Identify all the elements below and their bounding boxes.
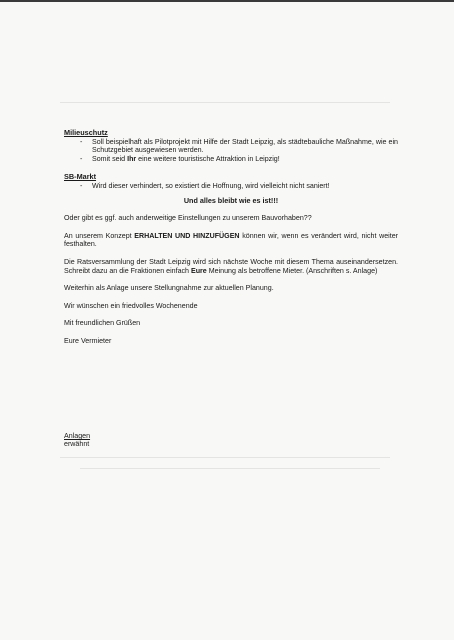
- paragraph-text-bold: Eure: [190, 266, 207, 275]
- sb-markt-bullet-list: [64, 182, 398, 191]
- bullet-text-bold: Ihr: [127, 154, 137, 163]
- paragraph-question: Oder gibt es ggf. auch anderweitige Einstellungen zu unserem Bauvorhaben??: [64, 214, 312, 223]
- bullet-dash: -: [80, 137, 83, 146]
- paragraph-text: Meinung als betroffene Mieter. (Anschriften s. Anlage): [206, 266, 378, 275]
- milieuschutz-bullet-list: [64, 138, 398, 164]
- annex-block: [64, 432, 90, 449]
- scan-top-edge: [0, 0, 454, 2]
- paragraph-concept: [64, 232, 398, 249]
- bullet-text: Soll beispielhaft als Pilotprojekt mit Hilfe der Stadt Leipzig, als städtebauliche Maßnahme, wie ein Schutzgebiet ausgewiesen werden.: [92, 137, 398, 155]
- section-heading-sb-markt: SB-Markt: [64, 172, 97, 182]
- closing-greeting: Mit freundlichen Grüßen: [64, 319, 141, 328]
- bullet-dash: -: [80, 154, 83, 163]
- bullet-text: Wird dieser verhindert, so existiert die Hoffnung, wird vielleicht nicht saniert!: [92, 181, 330, 190]
- annex-label: Anlagen: [64, 432, 91, 440]
- list-item: [64, 155, 398, 164]
- bullet-text: eine weitere touristische Attraktion in Leipzig!: [136, 154, 280, 163]
- slogan: Und alles bleibt wie es ist!!!: [183, 195, 279, 205]
- paragraph-text: können wir, wenn es verändert wird, nicht weiter festhalten.: [64, 231, 399, 249]
- signature: Eure Vermieter: [64, 336, 112, 345]
- paragraph-text: Die Ratsversammlung der Stadt Leipzig wird sich nächste Woche mit diesem Thema auseinandersetzen. Schreibt dazu an die Fraktionen einfach: [64, 257, 398, 275]
- bullet-text: Somit seid: [92, 154, 128, 163]
- list-item: [64, 138, 398, 155]
- annex-value: erwähnt: [64, 440, 90, 449]
- paragraph-wishes: Wir wünschen ein friedvolles Wochenende: [64, 301, 198, 310]
- bullet-dash: -: [80, 181, 83, 190]
- paragraph-council: [64, 258, 398, 275]
- paragraph-text-bold: ERHALTEN UND HINZUFÜGEN: [134, 231, 240, 240]
- letter-body: [64, 129, 398, 346]
- section-heading-milieuschutz: Milieuschutz: [64, 128, 108, 137]
- scan-artifact-line: [80, 468, 380, 469]
- scan-artifact-line: [60, 457, 390, 458]
- scan-artifact-line: [60, 102, 390, 103]
- paragraph-annex-note: Weiterhin als Anlage unsere Stellungnahme zur aktuellen Planung.: [64, 284, 274, 293]
- paragraph-text: An unserem Konzept: [64, 231, 135, 240]
- list-item: [64, 182, 398, 191]
